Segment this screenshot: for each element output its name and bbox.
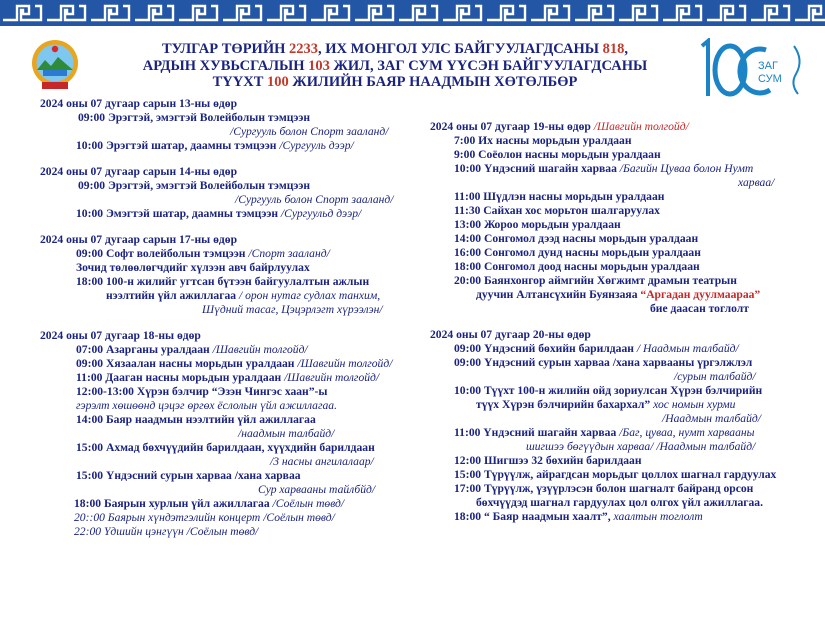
event-line: бие даасан тоглолт: [650, 302, 750, 315]
event-place: /Баг, цуваа, нумт харвааны: [619, 426, 755, 439]
event-place: /Соёлын төвд/: [272, 497, 345, 510]
event-place: /Сургуульд дээр/: [280, 207, 362, 220]
event-line: [40, 371, 440, 385]
day-date: 2024 оны 07 дугаар 19-ны өдөр: [430, 120, 594, 133]
event-line: 09:00 Үндэсний сурын харваа /хана харвааны үргэлжлэл: [454, 356, 753, 369]
event-place: /Наадмын талбайд/: [653, 440, 756, 453]
event-place: /наадмын талбайд/: [238, 427, 335, 440]
event-line: 09:00 Эрэгтэй, эмэгтэй Волейболын тэмцээн: [78, 111, 311, 124]
event-line: 12:00-13:00 Хүрэн бэлчир “Эзэн Чингэс хаан”-ы: [76, 385, 328, 398]
event-line: [430, 510, 810, 524]
event-text: 10:00 Эмэгтэй шатар, даамны тэмцээн: [76, 207, 281, 220]
logo-word-sum: СУМ: [758, 73, 782, 85]
event-place: шигшээ бөгүүдын харваа/: [526, 440, 654, 453]
event-place: /Сургууль болон Спорт зааланд/: [230, 125, 389, 138]
day-heading: [430, 120, 810, 134]
event-text: дуучин Алтансүхийн Буянзаяа: [476, 288, 641, 301]
event-place: хос номын хурми: [653, 398, 736, 411]
top-ornament-border: [0, 0, 825, 26]
event-line: [40, 497, 440, 511]
program-title: [100, 41, 690, 91]
zag-sum-emblem-icon: [30, 36, 80, 96]
event-line: [40, 247, 440, 261]
title-text: ТҮҮХТ: [212, 74, 268, 90]
event-line: 14:00 Баяр наадмын нээлтийн үйл ажиллагаа: [76, 413, 316, 426]
title-number: 100: [267, 74, 289, 90]
event-text: 07:00 Азарганы уралдаан: [76, 343, 213, 356]
schedule-left-column: [40, 97, 440, 539]
event-place: /3 насны ангилалаар/: [270, 455, 374, 468]
event-text: нээлтийн үйл ажиллагаа: [106, 289, 239, 302]
day-heading: 2024 оны 07 дугаар сарын 14-ны өдөр: [40, 165, 238, 178]
event-line: [430, 398, 810, 412]
anniversary-100-logo: [692, 38, 810, 102]
event-place: Шүдний тасаг, Цэцэрлэгт хүрээлэн/: [202, 303, 383, 316]
title-line-1: ТУЛГАР ТӨРИЙН 2233, ИХ МОНГОЛ УЛС БАЙГУУЛАГДСАНЫ 818,: [161, 41, 629, 57]
event-line: [40, 289, 440, 303]
event-line: 18:00 100-н жилийг угтсан бүтээн байгуулалтын ажлын: [76, 275, 370, 288]
event-text: 18:00 “ Баяр наадмын хаалт”,: [454, 510, 614, 523]
event-place: / Наадмын талбайд/: [636, 342, 739, 355]
anniversary-100-icon: [692, 38, 810, 102]
event-text: 09:00 Үндэсний бөхийн барилдаан: [454, 342, 637, 355]
event-line: [430, 162, 810, 176]
event-text: 09:00 Софт волейболын тэмцээн: [76, 247, 249, 260]
title-line-2: [100, 58, 690, 75]
event-place: Сур харвааны тайлбйд/: [258, 483, 376, 496]
event-place: /Спорт зааланд/: [248, 247, 330, 260]
day-heading: 2024 оны 07 дугаар 18-ны өдөр: [40, 329, 201, 342]
event-line: [40, 357, 440, 371]
event-place: /Шавгийн толгойд/: [212, 343, 308, 356]
event-line: 11:00 Шүдлэн насны морьдын уралдаан: [454, 190, 665, 203]
day-heading: 2024 оны 07 дугаар 20-ны өдөр: [430, 328, 591, 341]
title-text: АРДЫН ХУВЬСГАЛЫН: [142, 57, 309, 74]
event-line: 15:00 Ахмад бөхчүүдийн барилдаан, хүүхдийн барилдаан: [76, 441, 375, 454]
event-line: [40, 139, 440, 153]
event-line: 15:00 Үндэсний сурын харваа /хана харваа: [76, 469, 301, 482]
day-heading: 2024 оны 07 дугаар сарын 17-ны өдөр: [40, 233, 238, 246]
event-line: 11:30 Сайхан хос морьтон шалгаруулах: [454, 204, 660, 217]
event-line: 13:00 Жороо морьдын уралдаан: [454, 218, 621, 231]
title-text: ЖИЛ, ЗАГ СУМ ҮҮСЭН БАЙГУУЛАГДСАНЫ: [329, 57, 648, 74]
event-line: 09:00 Эрэгтэй, эмэгтэй Волейболын тэмцээн: [78, 179, 311, 192]
event-line: бөхчүүдэд шагнал гардуулах цол олгох үйл ажиллагаа.: [476, 496, 764, 509]
title-number: 818: [602, 41, 625, 57]
event-line: [430, 426, 810, 440]
event-text: 10:00 Эрэгтэй шатар, даамны тэмцээн: [76, 139, 280, 152]
day-place: /Шавгийн толгойд/: [593, 120, 689, 133]
event-line: [40, 343, 440, 357]
event-line: 7:00 Их насны морьдын уралдаан: [454, 134, 632, 147]
event-line: 16:00 Сонгомол дунд насны морьдын уралдаан: [454, 246, 701, 259]
title-number: 2233: [289, 41, 319, 57]
logo-word-zag: ЗАГ: [758, 60, 778, 72]
event-place: /Багийн Цуваа болон Нумт: [619, 162, 754, 175]
event-text: түүх Хүрэн бэлчирийн бахархал”: [476, 398, 654, 411]
event-place: /Сургууль болон Спорт зааланд/: [235, 193, 394, 206]
event-text: 11:00 Үндэсний шагайн харваа: [454, 426, 620, 439]
event-place: харваа/: [738, 176, 775, 189]
event-line: 15:00 Түрүүлж, айрагдсан морьдыг цоллох шагнал гардуулах: [454, 468, 777, 481]
event-place: / орон нутаг судлах танхим,: [238, 289, 381, 302]
event-text: 10:00 Үндэсний шагайн харваа: [454, 162, 620, 175]
day-heading: 2024 оны 07 дугаар сарын 13-ны өдөр: [40, 97, 238, 110]
event-line: 10:00 Түүхт 100-н жилийн ойд зориулсан Хүрэн бэлчирийн: [454, 384, 763, 397]
event-note: 20::00 Баярын хүндэтгэлийн концерт /Соёлын төвд/: [74, 511, 335, 524]
event-place: /Сургууль дээр/: [279, 139, 354, 152]
title-text: ТУЛГАР ТӨРИЙН: [161, 41, 290, 57]
event-text: 18:00 Баярын хурлын үйл ажиллагаа: [74, 497, 273, 510]
title-number: 103: [308, 57, 330, 74]
title-line-3: [100, 74, 690, 91]
event-text: 11:00 Дааган насны морьдын уралдаан: [76, 371, 285, 384]
event-note: гэрэлт хөшөөнд цэцэг өргөх ёслолын үйл ажиллагаа.: [76, 399, 337, 412]
event-place: /Наадмын талбайд/: [662, 412, 761, 425]
event-text: 09:00 Хязаалан насны морьдын уралдаан: [76, 357, 298, 370]
event-place: /Шавгийн толгойд/: [297, 357, 393, 370]
schedule-right-column: [430, 120, 810, 524]
event-line: [430, 288, 810, 302]
event-line: 18:00 Сонгомол доод насны морьдын уралдаан: [454, 260, 700, 273]
event-line: [430, 342, 810, 356]
event-line: Зочид төлөөлөгчдийг хүлээн авч байрлуулах: [76, 261, 310, 274]
event-highlight: “Аргадан дуулмаараа”: [640, 288, 761, 301]
event-place: /Шавгийн толгойд/: [284, 371, 380, 384]
event-place: хаалтын тоглолт: [613, 510, 703, 523]
event-place: /сурын талбайд/: [674, 370, 756, 383]
event-line: 20:00 Баянхонгор аймгийн Хөгжимт драмын театрын: [454, 274, 737, 287]
event-line: 14:00 Сонгомол дээд насны морьдын уралдаан: [454, 232, 699, 245]
event-line: 9:00 Соёолон насны морьдын уралдаан: [454, 148, 661, 161]
event-line: [40, 207, 440, 221]
event-line: 17:00 Түрүүлж, үзүүрлэсэн болон шагналт байранд орсон: [454, 482, 754, 495]
event-line: 12:00 Шигшээ 32 бөхийн барилдаан: [454, 454, 642, 467]
title-text: , ИХ МОНГОЛ УЛС БАЙГУУЛАГДСАНЫ: [318, 41, 603, 57]
event-note: 22:00 Үдшийн цэнгүүн /Соёлын төвд/: [74, 525, 259, 538]
title-text: ЖИЛИЙН БАЯР НААДМЫН ХӨТӨЛБӨР: [288, 74, 578, 90]
